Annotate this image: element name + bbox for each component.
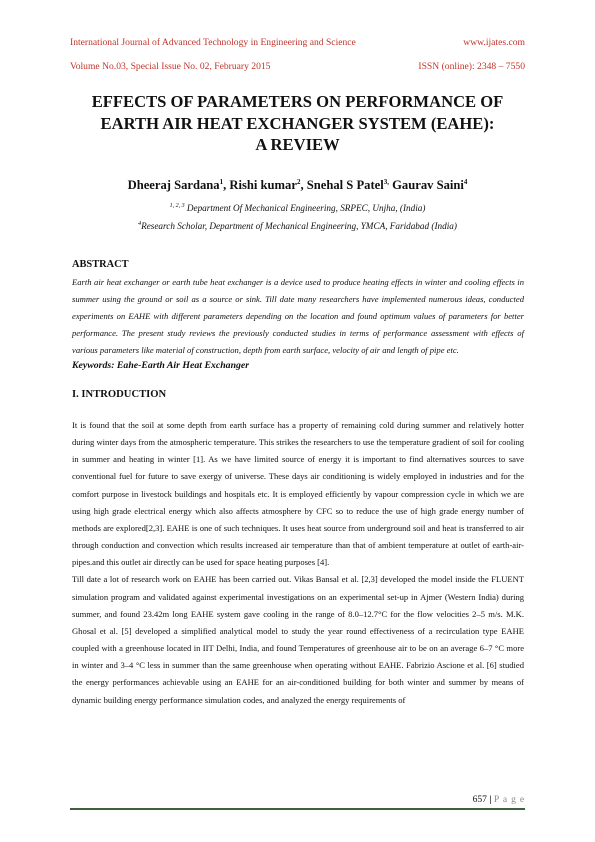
introduction-body	[72, 417, 524, 709]
title-line-1: EFFECTS OF PARAMETERS ON PERFORMANCE OF	[91, 92, 504, 111]
author-3-sup: 3,	[383, 178, 389, 186]
author-1: Dheeraj Sardana	[127, 178, 220, 193]
page-number: 657	[472, 794, 487, 805]
affiliation-1	[40, 203, 555, 213]
volume-info: Volume No.03, Special Issue No. 02, February 2015	[70, 61, 271, 72]
running-header-bottom	[70, 61, 525, 72]
journal-website: www.ijates.com	[463, 37, 525, 48]
affiliation-2	[40, 221, 555, 231]
footer-rule	[70, 808, 525, 810]
author-list: Dheeraj Sardana$^1$, Rishi kumar$^2$, Snehal S Patel$^{3,}$ Gaurav Saini$^4$	[127, 178, 468, 193]
issn-info: ISSN (online): 2348 – 7550	[418, 61, 525, 72]
author-2: Rishi kumar	[229, 178, 297, 193]
journal-name: International Journal of Advanced Technology in Engineering and Science	[70, 37, 356, 48]
intro-paragraph-2: Till date a lot of research work on EAHE has been carried out. Vikas Bansal et al. [2,3] developed the model inside the FLUENT simulation program and validated against experimental investigations on an experimental set-up in Ajmer (Western India) during summer, and found 23.42m long EAHE system gave cooling in the range of 8.0–12.7°C for the flow velocities 2–5 m/s. M.K. Ghosal et al. [5] developed a simplified analytical model to study the year round effectiveness of a recirculation type EAHE coupled with a greenhouse located in IIT Delhi, India, and found Temperatures of greenhouse air to be on an average 6–7 °C more in winter and 3–4 °C less in summer than the same greenhouse when operating without EAHE. Fabrizio Ascione et al. [6] studied the energy performances achievable using an EAHE for an air-conditioned building for both winter and summer by means of dynamic building energy performance simulation codes, and analyzed the energy requirements of	[72, 574, 524, 705]
keywords: Keywords: Eahe-Earth Air Heat Exchanger	[72, 360, 250, 371]
paper-title	[40, 91, 555, 156]
author-2-sup: 2	[296, 178, 301, 186]
title-line-3: A REVIEW	[255, 135, 340, 154]
abstract-heading: ABSTRACT	[72, 259, 129, 270]
title-line-2: EARTH AIR HEAT EXCHANGER SYSTEM (EAHE):	[100, 113, 495, 133]
affiliation-2-sup: 4	[138, 221, 142, 227]
footer-separator: |	[489, 794, 492, 805]
running-header-top	[70, 37, 525, 48]
abstract-text: Earth air heat exchanger or earth tube heat exchanger is a device used to produce heating effects in winter and cooling effects in summer using the ground or soil as a source or sink. Till date many researchers have implemented numerous ideas, conducted experiments on EAHE with different parameters depending on the location and found optimum values of parameters for better performance. The present study reviews the previously conducted studies in terms of performance assessment with effects of various parameters like material of construction, depth from earth surface, velocity of air and length of pipe etc.	[72, 277, 524, 356]
affiliation-1-sup: 1, 2, 3	[169, 203, 185, 209]
page-word: P a g e	[493, 794, 525, 805]
introduction-heading: I. INTRODUCTION	[72, 389, 167, 400]
affiliation-1-text: Department Of Mechanical Engineering, SRPEC, Unjha, (India)	[186, 203, 426, 214]
author-3: Snehal S Patel	[306, 178, 384, 193]
author-1-sup: 1	[219, 178, 224, 186]
intro-paragraph-1: It is found that the soil at some depth from earth surface has a property of remaining cold during summer and relatively hotter during winter days from the atmospheric temperature. This strikes the researchers to use the temperature gradient of soil for cooling in summer and heating in winter [1]. As we have limited source of energy it is important to find alternatives sources to save conventional fuel for future to save exergy of universe. These days air conditioning is widely employed in industries and for the comfort purpose in livestock buildings and hospitals etc. It is employed efficiently by vapour compression cycle in which we are using high grade electrical energy which also affects atmosphere by CFC so to reduce the use of high grade energy number of methods are explored[2,3]. EAHE is one of such techniques. It uses heat source from underground soil and heat is transferred to air through conduction and convection which results increased air temperature than that of ambient temperature at outlet of earth-air-pipes.and this outlet air directly can be used for space heating purposes [4].	[72, 420, 524, 568]
author-4: Gaurav Saini	[392, 178, 464, 193]
affiliation-2-text: Research Scholar, Department of Mechanical Engineering, YMCA, Faridabad (India)	[141, 221, 457, 232]
author-4-sup: 4	[463, 178, 468, 186]
page-footer	[473, 794, 525, 805]
